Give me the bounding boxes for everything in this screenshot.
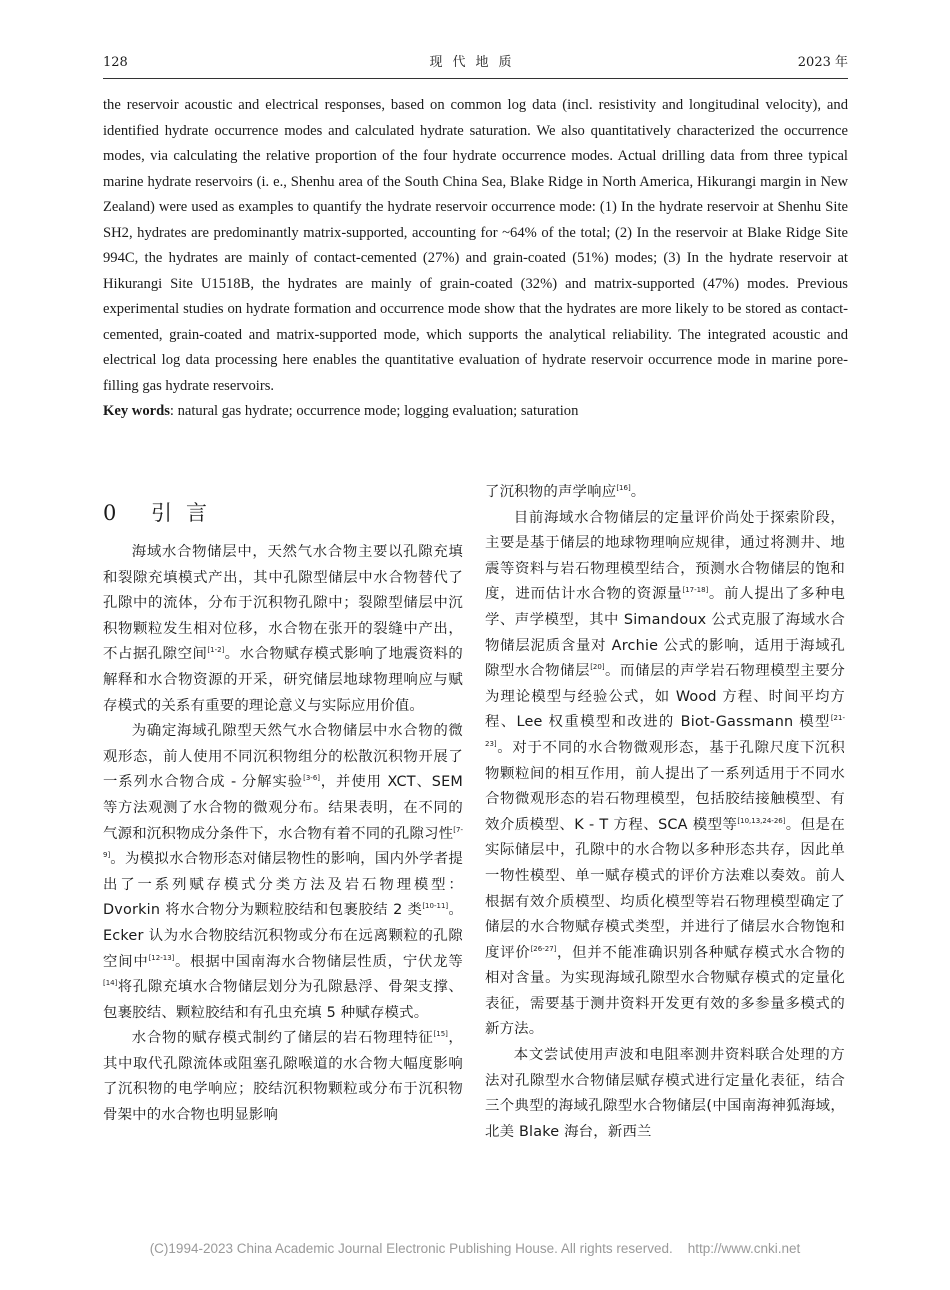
keywords-text: : natural gas hydrate; occurrence mode; logging evaluation; saturation	[169, 403, 579, 419]
footer-url[interactable]: http://www.cnki.net	[687, 1241, 801, 1256]
citation[interactable]: [1-2]	[207, 646, 225, 655]
publication-year: 2023 年	[797, 55, 848, 70]
keywords-line	[103, 399, 848, 425]
left-column	[103, 480, 463, 1129]
citation[interactable]: [3-6]	[303, 774, 321, 783]
paragraph: 水合物的赋存模式制约了储层的岩石物理特征[15]，其中取代孔隙流体或阻塞孔隙喉道的水合物大幅度影响了沉积物的电学响应；胶结沉积物颗粒或分布于沉积物骨架中的水合物也明显影响	[103, 1030, 463, 1124]
paragraph-continued: 了沉积物的声学响应[16]。	[485, 484, 646, 500]
citation[interactable]: [21-23]	[485, 714, 845, 749]
citation[interactable]: [16]	[616, 484, 631, 493]
paragraph: 海域水合物储层中，天然气水合物主要以孔隙充填和裂隙充填模式产出，其中孔隙型储层中水合物替代了孔隙中的流体，分布于沉积物孔隙中；裂隙型储层中沉积物颗粒发生相对位移，水合物在张开的裂缝中产出，不占据孔隙空间[1-2]。水合物赋存模式影响了地震资料的解释和水合物资源的开采，研究储层地球物理响应与赋存模式的关系有重要的理论意义与实际应用价值。	[103, 544, 463, 714]
copyright-footer	[0, 1241, 950, 1256]
page-number: 128	[103, 55, 128, 70]
citation[interactable]: [7-9]	[103, 825, 463, 860]
citation[interactable]: [10-11]	[422, 902, 449, 911]
citation[interactable]: [17-18]	[682, 586, 709, 595]
section-title: 0 引言	[103, 501, 222, 525]
header-rule	[103, 78, 848, 79]
english-abstract	[103, 93, 848, 425]
citation[interactable]: [15]	[433, 1030, 448, 1039]
right-column	[485, 480, 845, 1145]
journal-name: 现代地质	[429, 55, 522, 70]
copyright-text: (C)1994-2023 China Academic Journal Electronic Publishing House. All rights reserved.	[149, 1241, 673, 1256]
citation[interactable]: [14]	[103, 979, 118, 988]
citation[interactable]: [12-13]	[148, 953, 175, 962]
paragraph: 目前海域水合物储层的定量评价尚处于探索阶段，主要是基于储层的地球物理响应规律，通过将测井、地震等资料与岩石物理模型结合，预测水合物储层的饱和度，进而估计水合物的资源量[17-18]。前人提出了多种电学、声学模型，其中 Simandoux 公式克服了海域水合物储层泥质含量对 Archie 公式的影响，适用于海域孔隙型水合物储层[20]。而储层的声学岩石物理模型主要分为理论模型与经验公式，如 Wood 方程、时间平均方程、Lee 权重模型和改进的 Biot-Gassmann 模型[21-23]。对于不同的水合物微观形态，基于孔隙尺度下沉积物颗粒间的相互作用，前人提出了一系列适用于不同水合物微观形态的岩石物理模型，包括胶结接触模型、有效介质模型、K - T 方程、SCA 模型等[10,13,24-26]。但是在实际储层中，孔隙中的水合物以多种形态共存，因此单一物性模型、单一赋存模式的评价方法难以奏效。前人根据有效介质模型、均质化模型等岩石物理模型确定了储层的水合物赋存模式类型，并进行了储层水合物饱和度评价[26-27]，但并不能准确识别各种赋存模式水合物的相对含量。为实现海域孔隙型水合物赋存模式的定量化表征，需要基于测井资料开发更有效的多参量多模式的新方法。	[485, 509, 846, 1038]
citation[interactable]: [10,13,24-26]	[737, 816, 786, 825]
paragraph: 本文尝试使用声波和电阻率测井资料联合处理的方法对孔隙型水合物储层赋存模式进行定量化表征，结合三个典型的海域孔隙型水合物储层(中国南海神狐海域，北美 Blake 海台，新西兰	[485, 1047, 845, 1140]
paragraph: 为确定海域孔隙型天然气水合物储层中水合物的微观形态，前人使用不同沉积物组分的松散沉积物开展了一系列水合物合成 - 分解实验[3-6]，并使用 XCT、SEM 等方法观测了水合物的微观分布。结果表明，在不同的气源和沉积物成分条件下，水合物有着不同的孔隙习性[7-9]。为模拟水合物形态对储层物性的影响，国内外学者提出了一系列赋存模式分类方法及岩石物理模型：Dvorkin 将水合物分为颗粒胶结和包裹胶结 2 类[10-11]。Ecker 认为水合物胶结沉积物或分布在远离颗粒的孔隙空间中[12-13]。根据中国南海水合物储层性质，宁伏龙等[14]将孔隙充填水合物储层划分为孔隙悬浮、骨架支撑、包裹胶结、颗粒胶结和有孔虫充填 5 种赋存模式。	[103, 723, 463, 1021]
abstract-text: the reservoir acoustic and electrical responses, based on common log data (incl. resistivity and longitudinal velocity), and identified hydrate occurrence modes and calculated hydrate saturation. We also quantitatively characterized the occurrence modes, via calculating the relative proportion of the four hydrate occurrence modes. Actual drilling data from three typical marine hydrate reservoirs (i. e., Shenhu area of the South China Sea, Blake Ridge in North America, Hikurangi margin in New Zealand) were used as examples to quantify the hydrate reservoir occurrence mode: (1) In the hydrate reservoir at Shenhu Site SH2, hydrates are predominantly matrix-supported, accounting for ~64% of the total; (2) In the reservoir at Blake Ridge Site 994C, the hydrates are mainly of contact-cemented (27%) and grain-coated (51%) modes; (3) In the hydrate reservoir at Hikurangi Site U1518B, the hydrates are mainly of grain-coated (32%) and matrix-supported (47%) modes. Previous experimental studies on hydrate formation and occurrence mode show that the hydrates are more likely to be stored as contact-cemented, grain-coated and matrix-supported mode, which supports the analytical reliability. The integrated acoustic and electrical log data processing here enables the quantitative evaluation of hydrate reservoir occurrence mode in marine pore-filling gas hydrate reservoirs.	[103, 97, 848, 394]
keywords-label: Key words	[103, 403, 170, 419]
citation[interactable]: [26-27]	[530, 944, 557, 953]
citation[interactable]: [20]	[590, 663, 605, 672]
page-header	[103, 52, 848, 74]
